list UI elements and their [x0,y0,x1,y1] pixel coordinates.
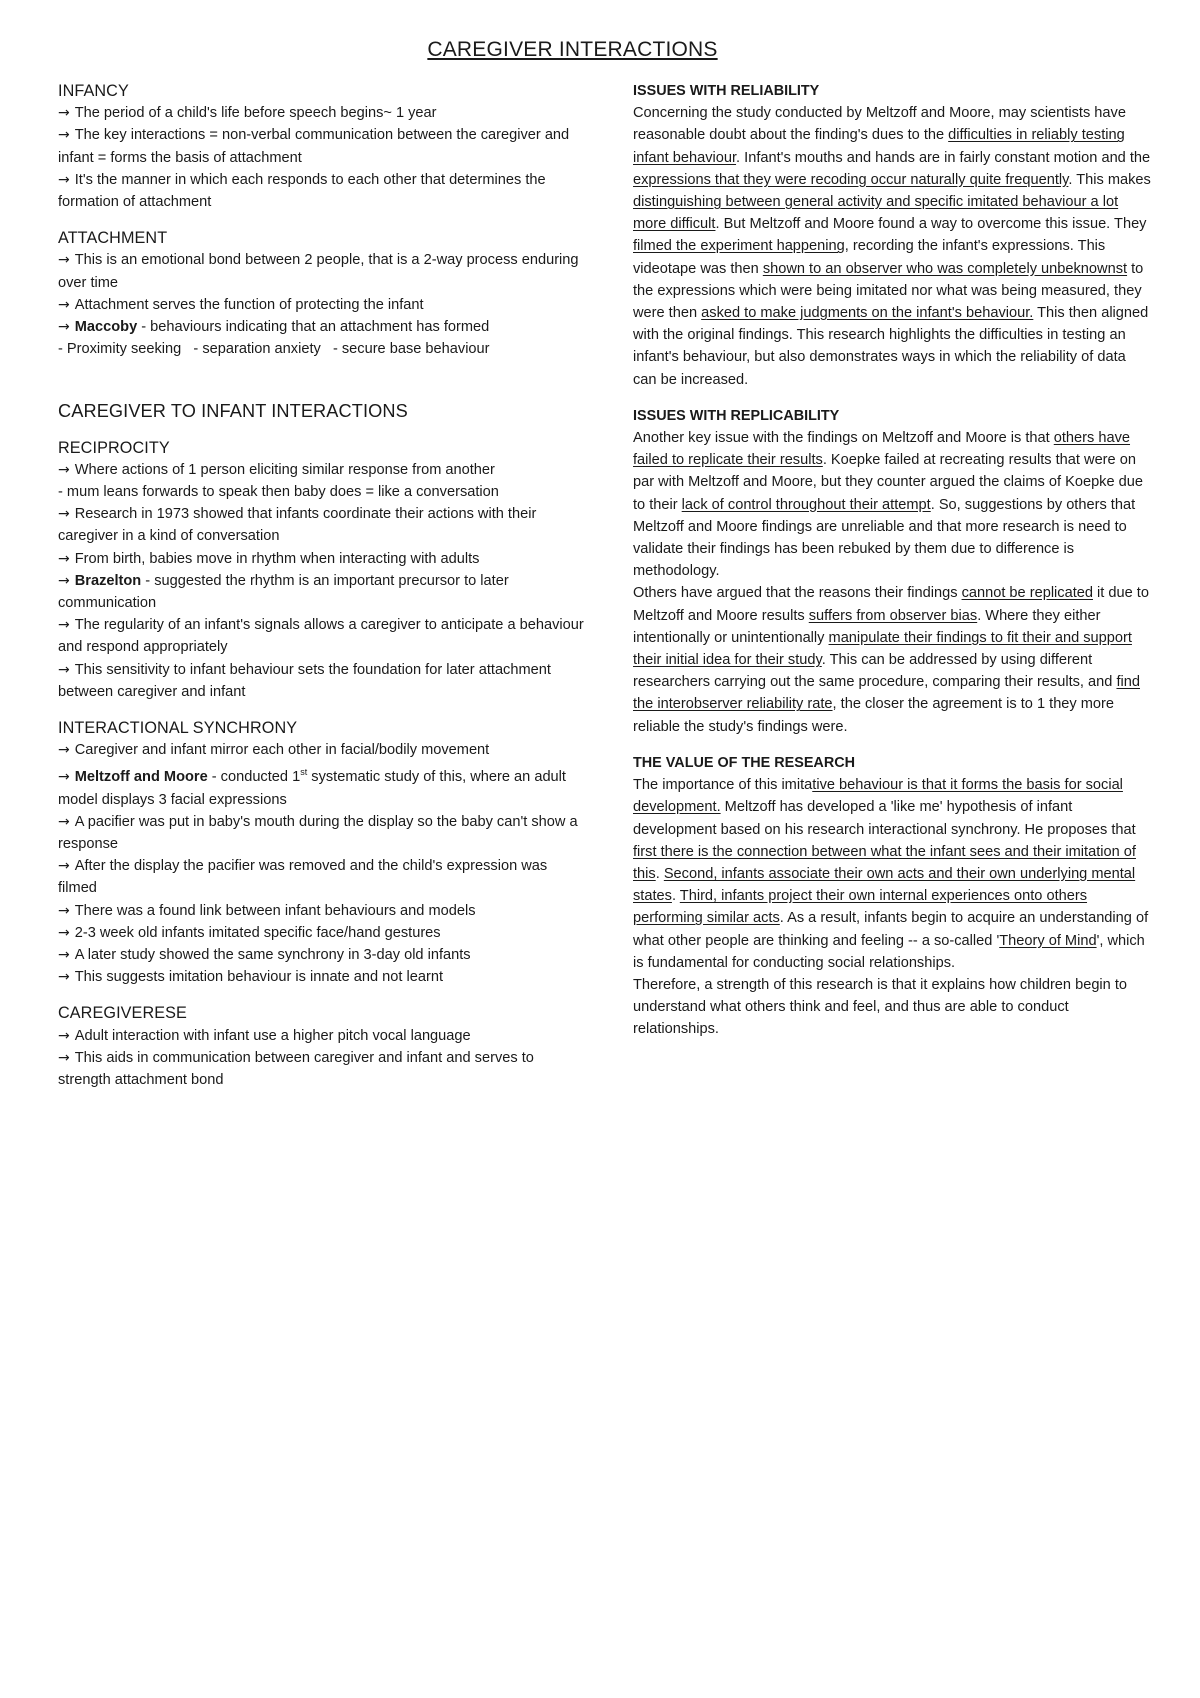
reliability-heading: ISSUES WITH RELIABILITY [633,83,820,99]
reciprocity-heading: RECIPROCITY [58,438,170,457]
bullet-point: → This sensitivity to infant behaviour sets the foundation for later attachment between caregiver and infant [58,661,551,700]
arrow-icon: → [58,296,70,313]
bullet-point: → Attachment serves the function of protecting the infant [58,296,424,313]
arrow-icon: → [58,319,70,336]
reliability-paragraph: Concerning the study conducted by Meltzoff and Moore, may scientists have reasonable doubt about the finding's dues to the difficulties in reliably testing infant behaviour. Infant's mouths and hands are in fairly constant motion and the expressions that they were recoding occur naturally quite frequently. This makes distinguishing between general activity and specific imitated behaviour a lot more difficult. But Meltzoff and Moore found a way to overcome this issue. They filmed the experiment happening, recording the infant's expressions. This videotape was then shown to an observer who was completely unbeknownst to the expressions which were being imitated nor what was being measured, they were then asked to make judgments on the infant's behaviour. This then aligned with the original findings. This research highlights the difficulties in testing an infant's behaviour, but also demonstrates ways in which the reliability of data can be increased. [633,105,1151,388]
bullet-point: → After the display the pacifier was removed and the child's expression was filmed [58,858,548,897]
arrow-icon: → [58,506,70,523]
arrow-icon: → [58,742,70,759]
arrow-icon: → [58,902,70,919]
bullet-point: → 2-3 week old infants imitated specific face/hand gestures [58,924,441,941]
arrow-icon: → [58,813,70,830]
bullet-point: → Research in 1973 showed that infants coordinate their actions with their caregiver in a kind of conversation [58,506,537,545]
arrow-icon: → [58,127,70,144]
arrow-icon: → [58,252,70,269]
behaviours-list: - Proximity seeking - separation anxiety - secure base behaviour [58,341,490,358]
bullet-point: → This aids in communication between caregiver and infant and serves to strength attachment bond [58,1049,534,1088]
arrow-icon: → [58,1027,70,1044]
bullet-point: → A pacifier was put in baby's mouth during the display so the baby can't show a response [58,813,578,852]
arrow-icon: → [58,171,70,188]
replicability-heading: ISSUES WITH REPLICABILITY [633,407,840,424]
bullet-point: → The regularity of an infant's signals allows a caregiver to anticipate a behaviour and respond appropriately [58,617,584,656]
arrow-icon: → [58,617,70,634]
arrow-icon: → [58,661,70,678]
arrow-icon: → [58,572,70,589]
bullet-point: → A later study showed the same synchrony in 3-day old infants [58,946,471,963]
arrow-icon: → [58,946,70,963]
bullet-point: → From birth, babies move in rhythm when interacting with adults [58,550,480,567]
left-column [58,80,588,1091]
bullet-point: → This suggests imitation behaviour is innate and not learnt [58,969,444,986]
value-paragraph: The importance of this imitative behaviour is that it forms the basis for social development. Meltzoff has developed a 'like me' hypothesis of infant development based on his research interactional synchrony. He proposes that first there is the connection between what the infant sees and their imitation of this. Second, infants associate their own acts and their own underlying mental states. Third, infants project their own internal experiences onto others performing similar acts. As a result, infants begin to acquire an understanding of what other people are thinking and feeling -- a so-called 'Theory of Mind', which is fundamental for conducting social relationships. [633,777,1149,971]
bullet-point: → Maccoby - behaviours indicating that an attachment has formed [58,319,490,336]
replicability-paragraph-2: Others have argued that the reasons their findings cannot be replicated it due to Meltzoff and Moore results suffers from observer bias. Where they either intentionally or unintentionally manipulate their findings to fit their and support their initial idea for their study. This can be addressed by using different researchers carrying out the same procedure, comparing their results, and find the interobserver reliability rate, the closer the agreement is to 1 they more reliable the study's findings were. [633,585,1149,735]
arrow-icon: → [58,924,70,941]
bullet-point: → It's the manner in which each responds to each other that determines the formation of attachment [58,171,546,211]
arrow-icon: → [58,1049,70,1066]
arrow-icon: → [58,105,70,122]
caregiverese-heading: CAREGIVERESE [58,1004,187,1023]
bullet-point: → Brazelton - suggested the rhythm is an important precursor to later communication [58,572,509,612]
right-column [633,80,1153,1041]
infancy-heading: INFANCY [58,82,129,100]
value-paragraph-2: Therefore, a strength of this research is that it explains how children begin to understand what others think and feel, and thus are able to conduct relationships. [633,976,1128,1038]
bullet-point: → Caregiver and infant mirror each other in facial/bodily movement [58,742,490,759]
sub-point: - mum leans forwards to speak then baby does = like a conversation [58,484,499,501]
bullet-point: → Meltzoff and Moore - conducted 1st systematic study of this, where an adult model displays 3 facial expressions [58,767,566,808]
bullet-point: → The period of a child's life before speech begins~ 1 year [58,105,437,122]
section-heading: CAREGIVER TO INFANT INTERACTIONS [58,401,408,422]
bullet-point: → The key interactions = non-verbal communication between the caregiver and infant = forms the basis of attachment [58,127,570,166]
page-title: CAREGIVER INTERACTIONS [427,38,718,61]
arrow-icon: → [58,858,70,875]
bullet-point: → Adult interaction with infant use a higher pitch vocal language [58,1027,471,1044]
replicability-paragraph: Another key issue with the findings on Meltzoff and Moore is that others have failed to replicate their results. Koepke failed at recreating results that were on par with Meltzoff and Moore, but they counter argued the claims of Koepke due to their lack of control throughout their attempt. So, suggestions by others that Meltzoff and Moore findings are unreliable and that more research is need to validate their findings has been rebuked by them due to difference is methodology. [633,430,1143,580]
bullet-point: → This is an emotional bond between 2 people, that is a 2-way process enduring over time [58,252,579,291]
value-heading: THE VALUE OF THE RESEARCH [633,754,856,771]
bullet-point: → Where actions of 1 person eliciting similar response from another [58,461,495,478]
attachment-heading: ATTACHMENT [58,229,168,248]
arrow-icon: → [58,461,70,478]
arrow-icon: → [58,969,70,986]
synchrony-heading: INTERACTIONAL SYNCHRONY [58,719,298,738]
arrow-icon: → [58,769,70,786]
arrow-icon: → [58,550,70,567]
bullet-point: → There was a found link between infant behaviours and models [58,902,476,919]
